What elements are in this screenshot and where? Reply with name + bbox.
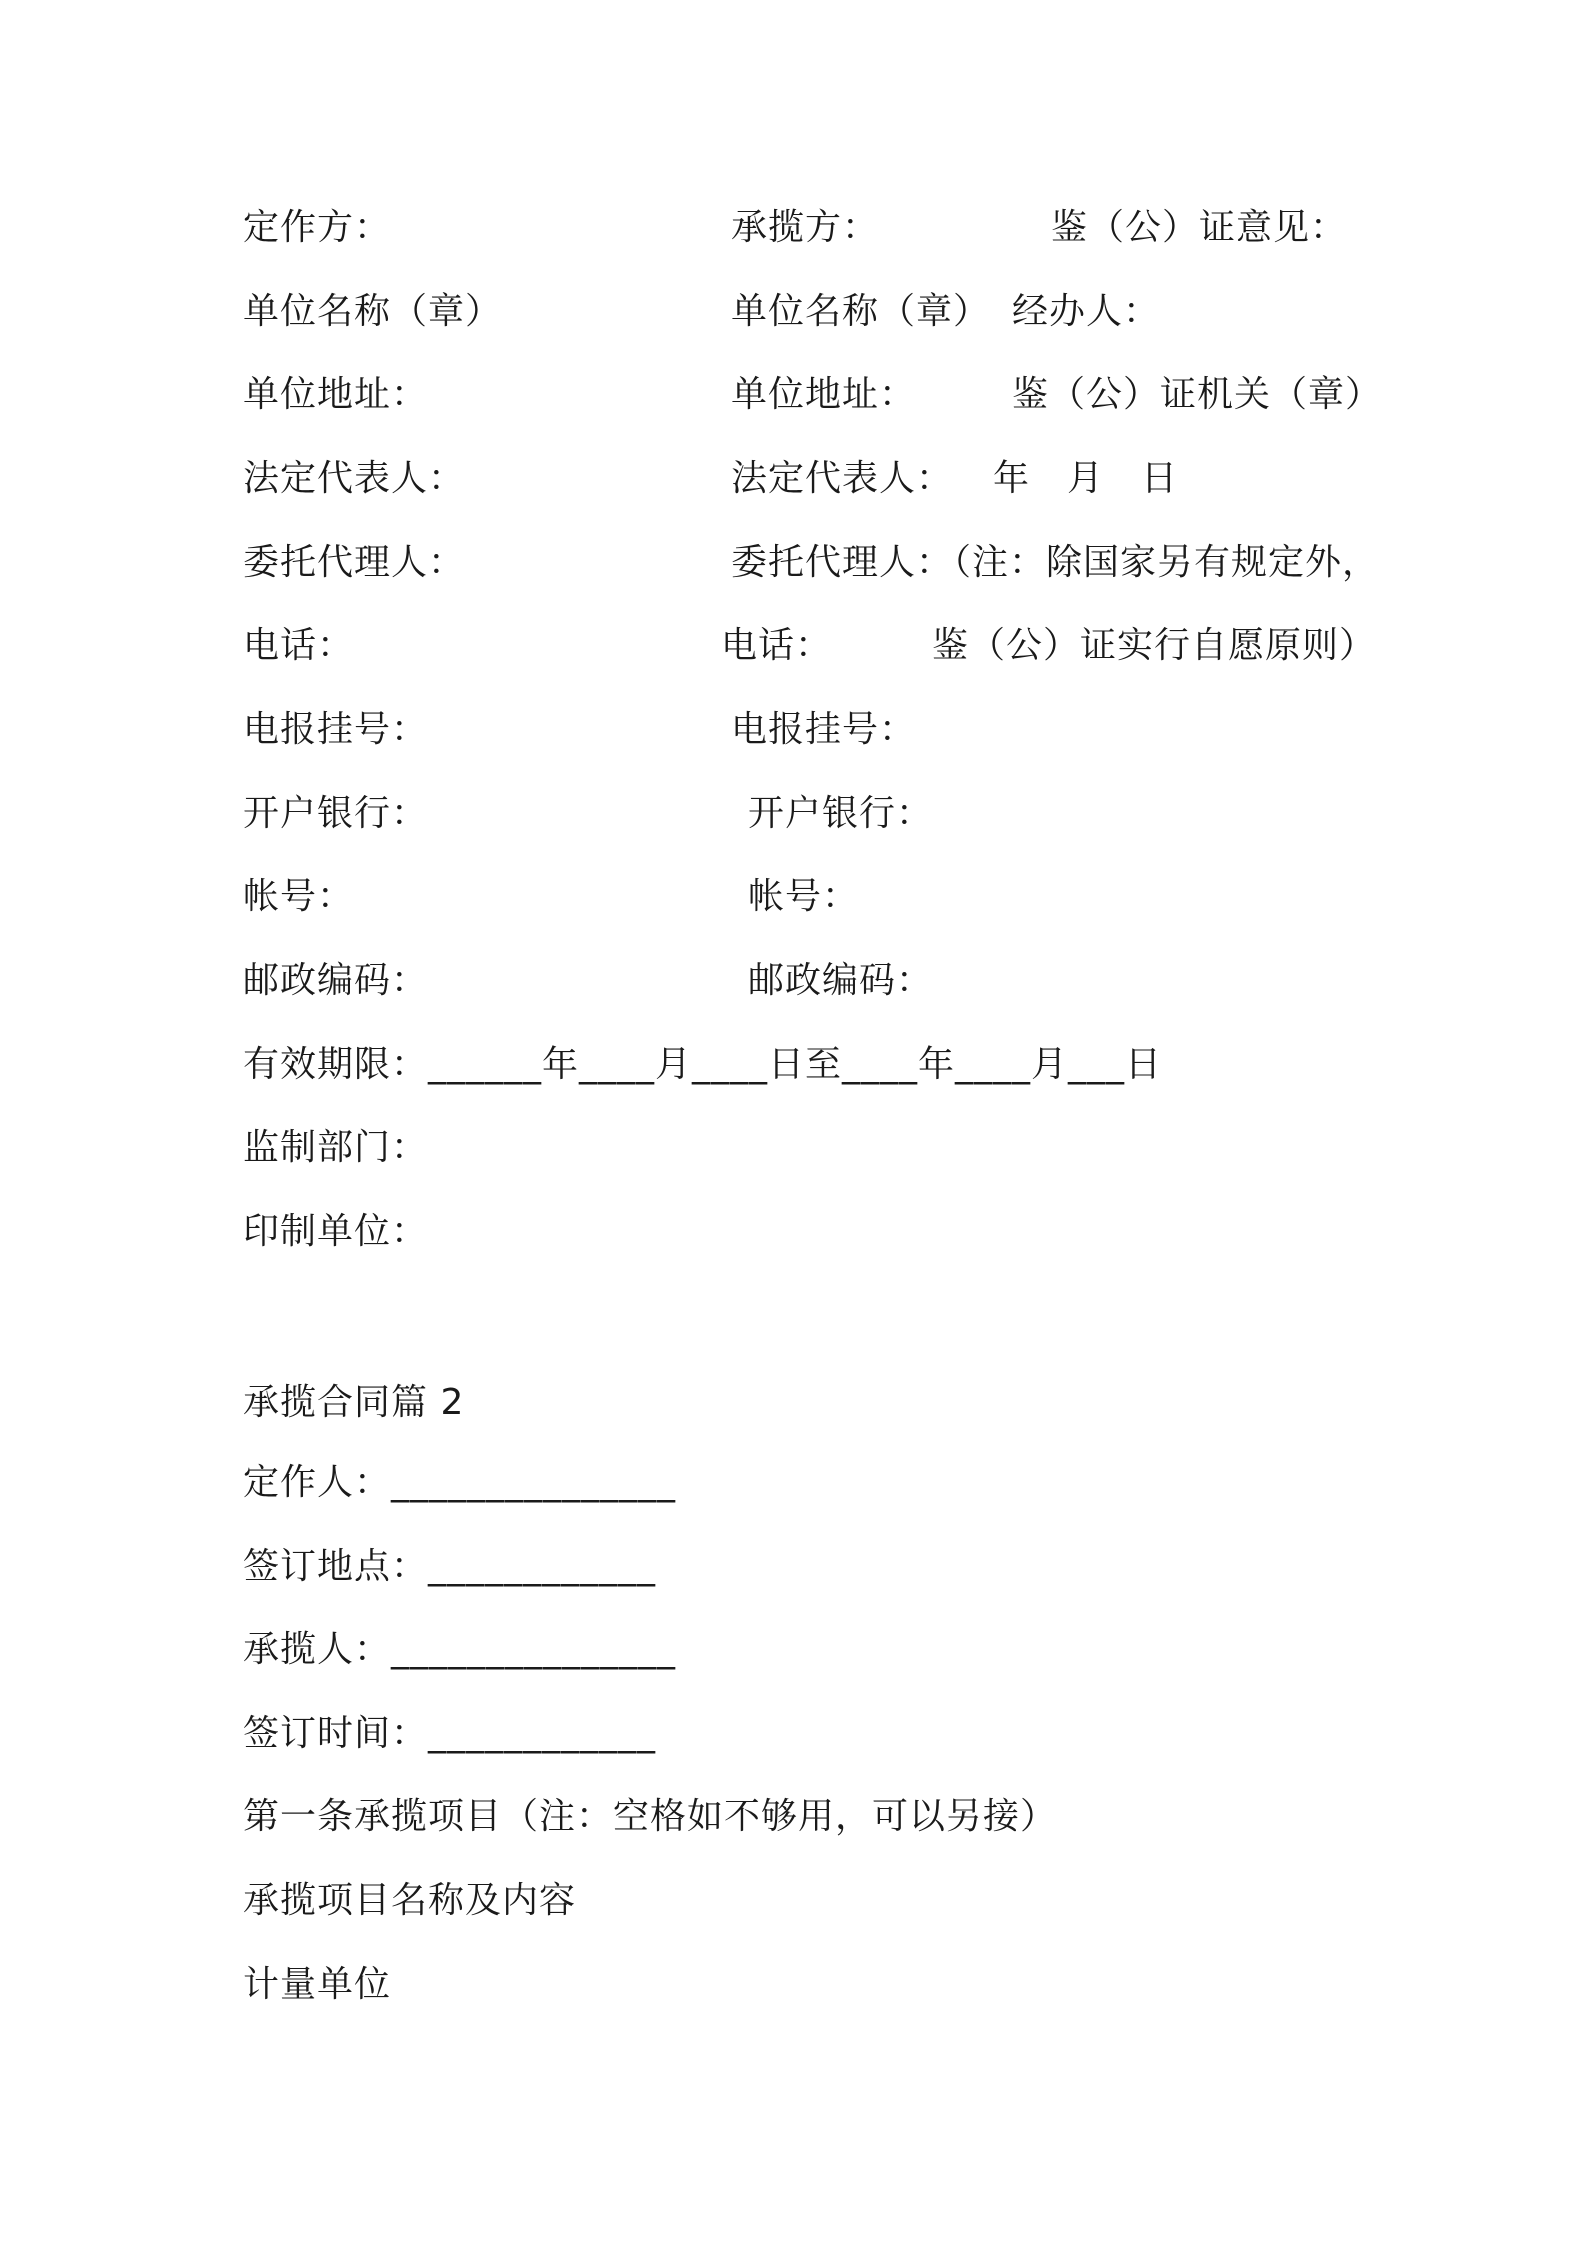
contractor-legal-rep-label: 法定代表人： bbox=[731, 458, 954, 499]
orderer-legal-rep-label: 法定代表人： bbox=[243, 458, 466, 499]
contractor-agent-label: 委托代理人：（注：除国家另有规定外， bbox=[731, 542, 1380, 583]
contractor-telegram-label: 电报挂号： bbox=[731, 709, 917, 750]
contractor-field: 承揽人：_______________ bbox=[243, 1629, 677, 1670]
unit-label: 计量单位 bbox=[243, 1964, 392, 2005]
orderer-telegram-label: 电报挂号： bbox=[243, 709, 429, 750]
orderer-bank-label: 开户银行： bbox=[243, 793, 429, 834]
section-heading: 承揽合同篇 2 bbox=[243, 1382, 465, 1423]
notary-handler-label: 经办人： bbox=[1012, 291, 1161, 332]
orderer-address-label: 单位地址： bbox=[243, 374, 429, 415]
contractor-unit-name-label: 单位名称（章） bbox=[731, 291, 991, 332]
orderer-unit-name-label: 单位名称（章） bbox=[243, 291, 503, 332]
contractor-postcode-label: 邮政编码： bbox=[748, 960, 934, 1001]
notary-note-end: 鉴（公）证实行自愿原则） bbox=[932, 625, 1377, 666]
article-1-heading: 第一条承揽项目（注：空格如不够用，可以另接） bbox=[243, 1796, 1058, 1837]
sign-place-field: 签订地点：____________ bbox=[243, 1546, 657, 1587]
contractor-party-label: 承揽方： bbox=[731, 207, 880, 248]
contractor-phone-label: 电话： bbox=[721, 625, 833, 666]
orderer-party-label: 定作方： bbox=[243, 207, 392, 248]
sign-time-field: 签订时间：____________ bbox=[243, 1713, 657, 1754]
supervisor-label: 监制部门： bbox=[243, 1127, 429, 1168]
contractor-address-label: 单位地址： bbox=[731, 374, 917, 415]
orderer-agent-label: 委托代理人： bbox=[243, 542, 466, 583]
validity-period-field: 有效期限：______年____月____日至____年____月___日 bbox=[243, 1044, 1163, 1085]
orderer-postcode-label: 邮政编码： bbox=[243, 960, 429, 1001]
notary-authority-label: 鉴（公）证机关（章） bbox=[1012, 374, 1383, 415]
orderer-field: 定作人：_______________ bbox=[243, 1462, 677, 1503]
printer-label: 印制单位： bbox=[243, 1211, 429, 1252]
notary-opinion-label: 鉴（公）证意见： bbox=[1051, 207, 1348, 248]
orderer-account-label: 帐号： bbox=[243, 876, 355, 917]
contractor-bank-label: 开户银行： bbox=[748, 793, 934, 834]
notary-date-label: 年 月 日 bbox=[993, 458, 1179, 499]
item-name-label: 承揽项目名称及内容 bbox=[243, 1880, 577, 1921]
orderer-phone-label: 电话： bbox=[243, 625, 355, 666]
contractor-account-label: 帐号： bbox=[748, 876, 860, 917]
